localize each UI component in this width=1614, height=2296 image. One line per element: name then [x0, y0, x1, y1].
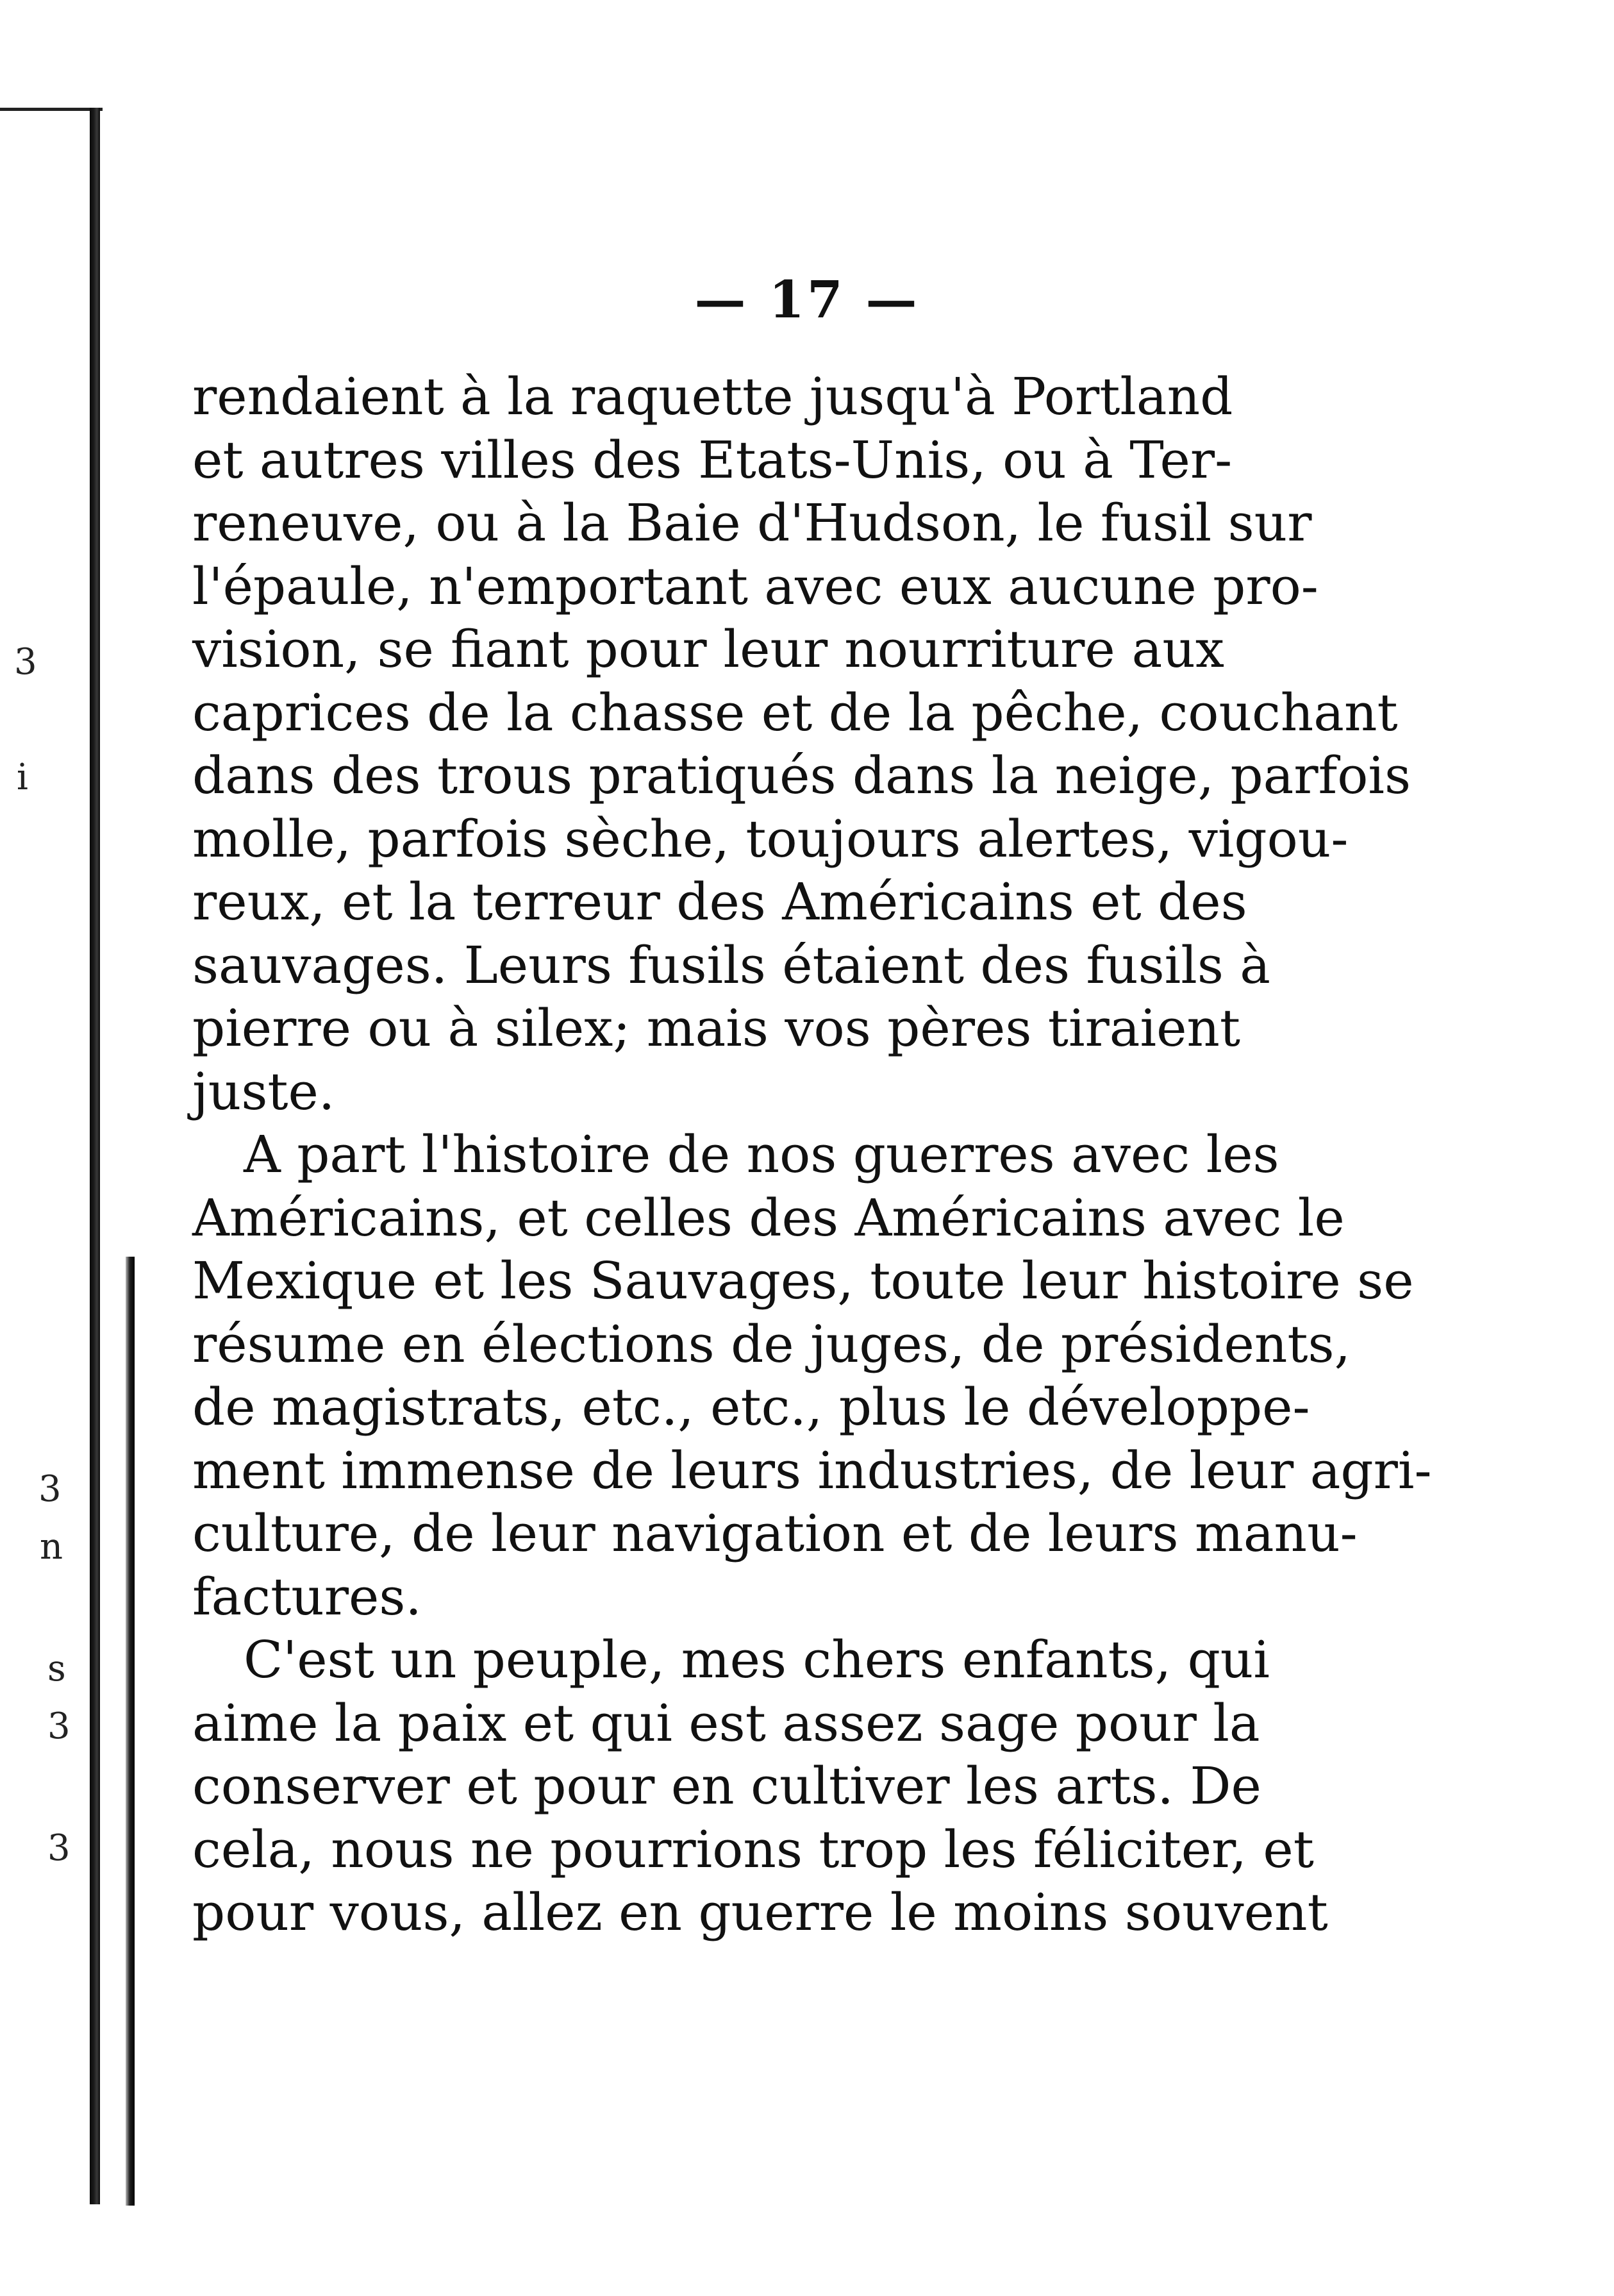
- binding-edge: [90, 108, 100, 2204]
- text-line: juste.: [192, 1061, 335, 1121]
- text-line: Mexique et les Sauvages, toute leur histoire se: [192, 1251, 1414, 1311]
- margin-mark: 3: [47, 1827, 71, 1869]
- text-line: reneuve, ou à la Baie d'Hudson, le fusil sur: [192, 493, 1312, 553]
- margin-mark: 3: [47, 1705, 71, 1747]
- text-line: l'épaule, n'emportant avec eux aucune pro-: [192, 556, 1319, 616]
- margin-mark: i: [17, 757, 28, 798]
- text-line: aime la paix et qui est assez sage pour la: [192, 1693, 1260, 1753]
- text-line: conserver et pour en cultiver les arts. De: [192, 1756, 1261, 1816]
- paragraph: [192, 365, 1411, 1123]
- text-line: pierre ou à silex; mais vos pères tiraient: [192, 998, 1241, 1058]
- text-line: et autres villes des Etats-Unis, ou à Ter-: [192, 430, 1233, 490]
- text-line: culture, de leur navigation et de leurs manu-: [192, 1504, 1358, 1563]
- text-line: molle, parfois sèche, toujours alertes, vigou-: [192, 809, 1349, 869]
- paragraph: [192, 1123, 1432, 1629]
- text-line: dans des trous pratiqués dans la neige, parfois: [192, 746, 1411, 805]
- text-line: reux, et la terreur des Américains et des: [192, 872, 1247, 932]
- margin-mark: 3: [38, 1468, 62, 1510]
- paragraph: [192, 1629, 1328, 1945]
- text-line: résume en élections de juges, de présidents,: [192, 1314, 1351, 1374]
- text-line: A part l'histoire de nos guerres avec les: [244, 1125, 1279, 1184]
- text-line: caprices de la chasse et de la pêche, couchant: [192, 682, 1398, 742]
- text-line: Américains, et celles des Américains avec le: [192, 1187, 1345, 1248]
- text-line: rendaient à la raquette jusqu'à Portland: [192, 367, 1233, 426]
- text-line: cela, nous ne pourrions trop les féliciter, et: [192, 1819, 1314, 1879]
- margin-mark: n: [40, 1526, 63, 1568]
- text-line: sauvages. Leurs fusils étaient des fusils à: [192, 935, 1270, 995]
- text-line: pour vous, allez en guerre le moins souvent: [192, 1882, 1328, 1942]
- page-number: — 17 —: [694, 269, 920, 330]
- body-text: [192, 365, 1432, 1945]
- margin-mark: 3: [14, 641, 37, 683]
- text-line: C'est un peuple, mes chers enfants, qui: [244, 1630, 1270, 1689]
- margin-mark: s: [47, 1648, 66, 1689]
- text-line: vision, se fiant pour leur nourriture aux: [192, 619, 1224, 679]
- text-line: de magistrats, etc., etc., plus le développe-: [192, 1377, 1310, 1437]
- text-line: factures.: [192, 1566, 422, 1627]
- scan-top-rule: [0, 108, 103, 111]
- binding-edge-shadow: [126, 1257, 135, 2206]
- text-line: ment immense de leurs industries, de leur agri-: [192, 1440, 1432, 1500]
